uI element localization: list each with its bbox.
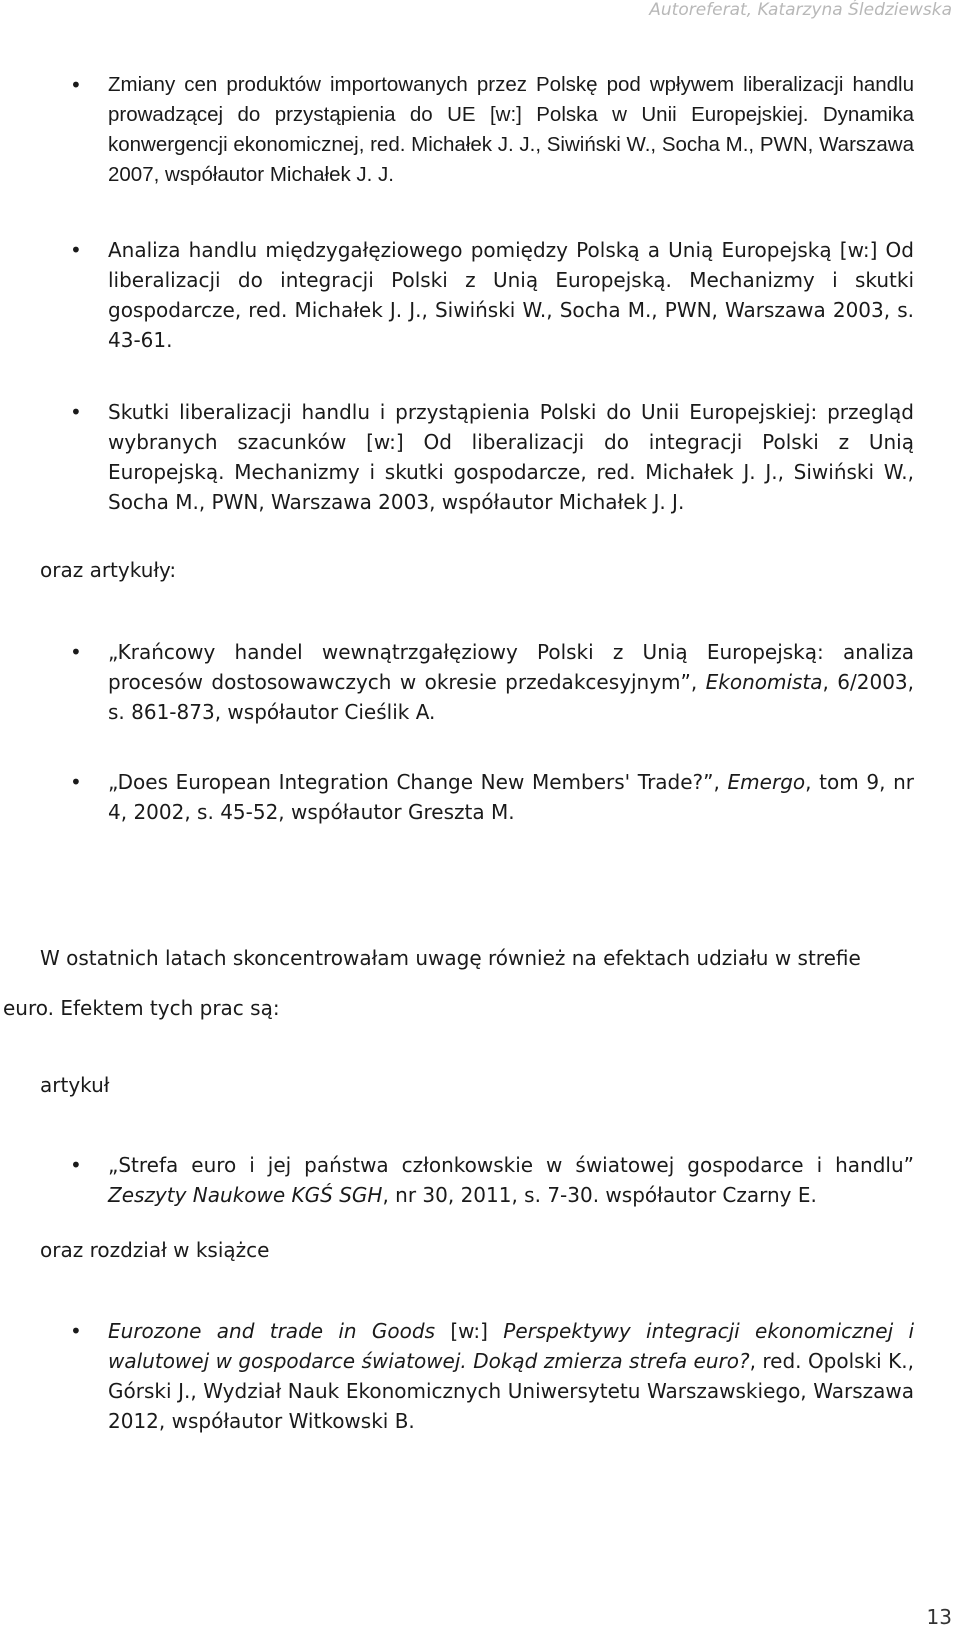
bullet-icon: • bbox=[70, 238, 82, 262]
section-label-chapter: oraz rozdział w książce bbox=[40, 1238, 270, 1262]
citation-text: „Does European Integration Change New Members' Trade?”, bbox=[108, 770, 728, 794]
list-item: Zmiany cen produktów importowanych przez Polskę pod wpływem liberalizacji handlu prowadzącej do przystąpienia do UE [w:] Polska w Unii Europejskiej. Dynamika konwergencji ekonomicznej, red. Michałek J. J., Siwiński W., Socha M., PWN, Warszawa 2007, współautor Michałek J. J. bbox=[108, 73, 914, 186]
citation-text: „Strefa euro i jej państwa członkowskie w światowej gospodarce i handlu” bbox=[108, 1153, 914, 1177]
citation-details: , red. Opolski K., Górski J., Wydział Nauk Ekonomicznych Uniwersytetu Warszawskiego, Warszawa 2012, współautor Witkowski B. bbox=[108, 1349, 914, 1433]
book-title: Perspektywy integracji ekonomicznej i walutowej w gospodarce światowej. Dokąd zmierza strefa euro? bbox=[108, 1319, 914, 1373]
bullet-icon: • bbox=[70, 1319, 82, 1343]
paragraph-line-2: euro. Efektem tych prac są: bbox=[3, 996, 280, 1020]
bullet-icon: • bbox=[70, 400, 82, 424]
section-label-articles: oraz artykuły: bbox=[40, 558, 177, 582]
paragraph-line-1: W ostatnich latach skoncentrowałam uwagę również na efektach udziału w strefie bbox=[40, 946, 861, 970]
list-item bbox=[108, 767, 914, 827]
journal-title: Emergo bbox=[727, 770, 806, 794]
list-item: Analiza handlu międzygałęziowego pomiędzy Polską a Unią Europejską [w:] Od liberalizacji do integracji Polski z Unią Europejską. Mechanizmy i skutki gospodarcze, red. Michałek J. J., Siwiński W., Socha M., PWN, Warszawa 2003, s. 43-61. bbox=[108, 238, 914, 352]
chapter-title: Eurozone and trade in Goods bbox=[108, 1319, 436, 1343]
bullet-icon: • bbox=[70, 73, 82, 97]
bullet-icon: • bbox=[70, 640, 82, 664]
citation-text: „Krańcowy handel wewnątrzgałęziowy Polski z Unią Europejską: analiza procesów dostosowawczych w okresie przedakcesyjnym”, bbox=[108, 640, 914, 694]
list-item: Skutki liberalizacji handlu i przystąpienia Polski do Unii Europejskiej: przegląd wybranych szacunków [w:] Od liberalizacji do integracji Polski z Unią Europejską. Mechanizmy i skutki gospodarcze, red. Michałek J. J., Siwiński W., Socha M., PWN, Warszawa 2003, współautor Michałek J. J. bbox=[108, 400, 914, 514]
bullet-icon: • bbox=[70, 1153, 82, 1177]
list-item bbox=[108, 1316, 914, 1436]
citation-details: , 6/2003, s. 861-873, współautor Cieślik A. bbox=[108, 670, 915, 724]
citation-connector: [w:] bbox=[435, 1319, 504, 1343]
list-item bbox=[108, 637, 914, 727]
citation-details: , tom 9, nr 4, 2002, s. 45-52, współautor Greszta M. bbox=[108, 770, 914, 824]
citation-details: , nr 30, 2011, s. 7-30. współautor Czarny E. bbox=[382, 1183, 817, 1207]
page-header: Autoreferat, Katarzyna Śledziewska bbox=[649, 0, 952, 20]
journal-title: Ekonomista bbox=[705, 670, 823, 694]
section-label-article: artykuł bbox=[40, 1073, 110, 1097]
page-number: 13 bbox=[926, 1605, 952, 1629]
journal-title: Zeszyty Naukowe KGŚ SGH bbox=[108, 1183, 383, 1207]
bullet-icon: • bbox=[70, 770, 82, 794]
list-item bbox=[108, 1150, 914, 1210]
